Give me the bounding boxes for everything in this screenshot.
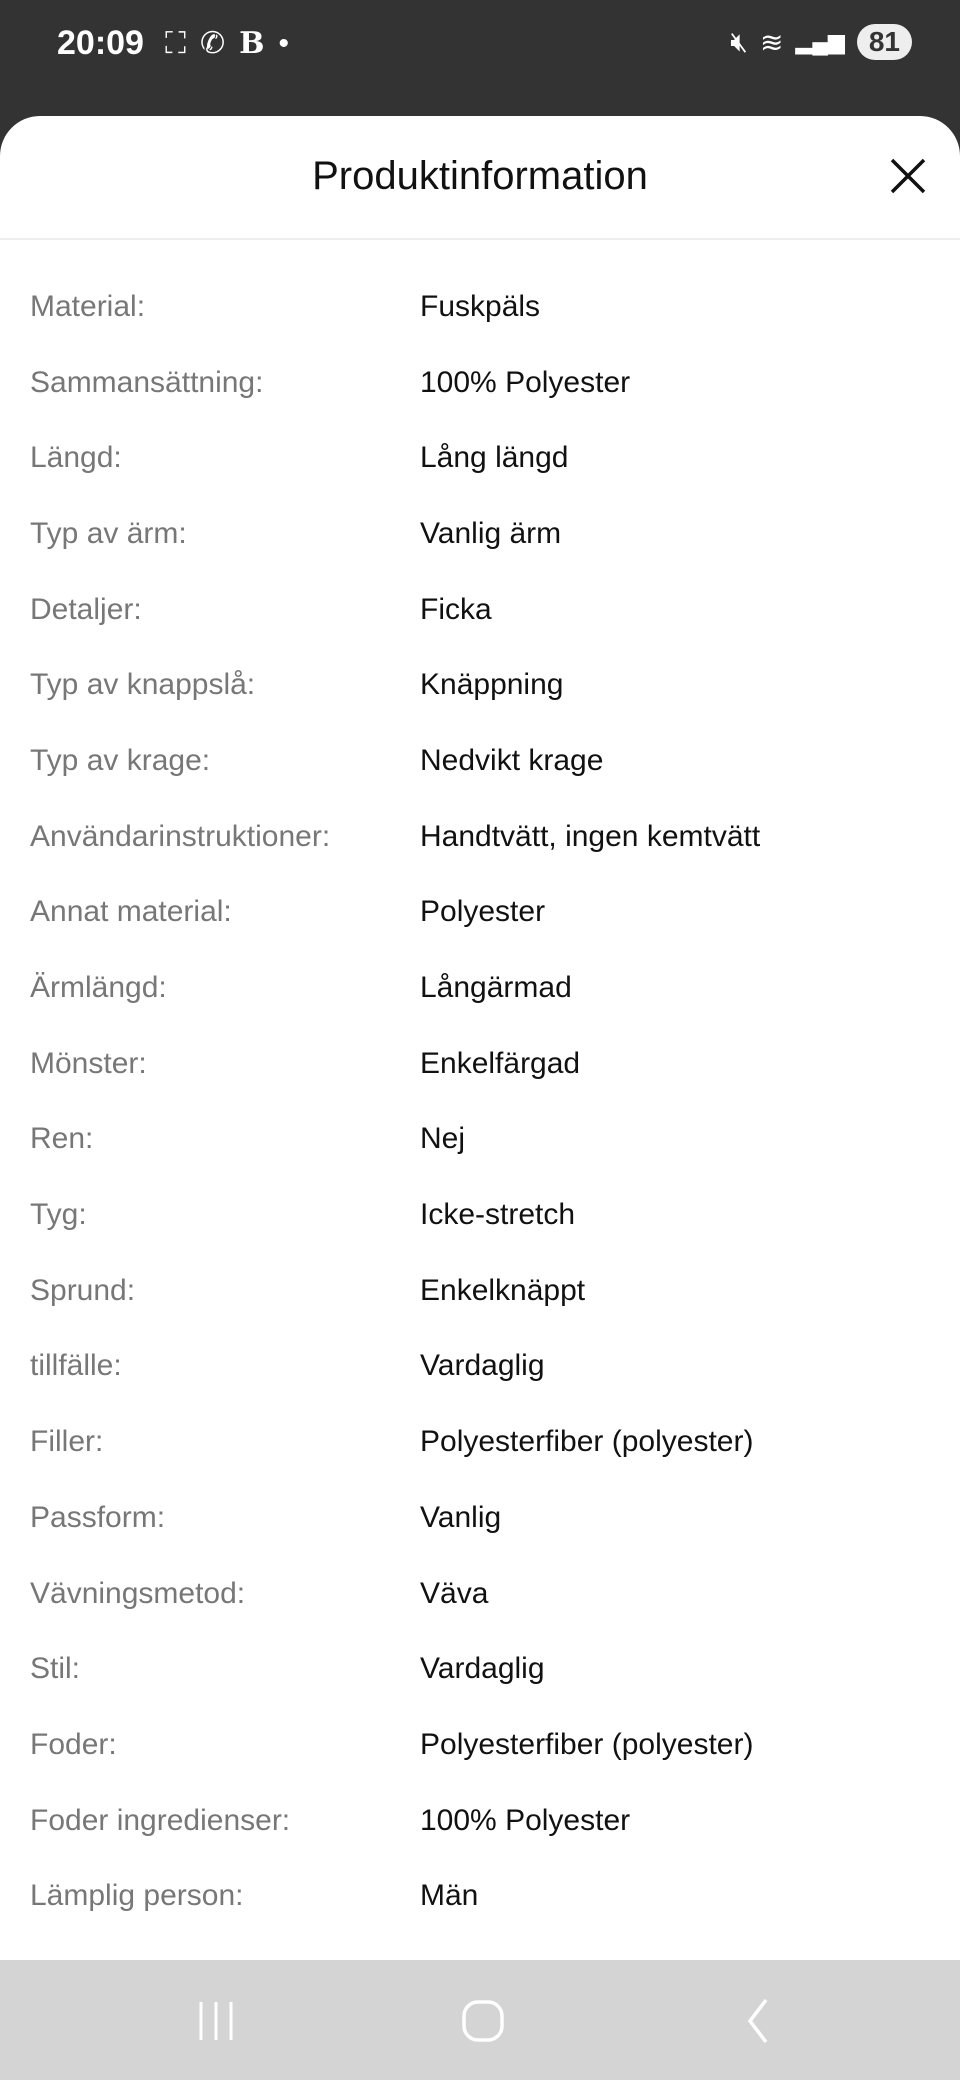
attribute-row [0, 496, 960, 572]
attribute-row [0, 950, 960, 1026]
dot-icon: • [278, 26, 290, 60]
attribute-label: Sammansättning: [30, 365, 264, 399]
attribute-row [0, 269, 960, 345]
attribute-label: tillfälle: [30, 1349, 122, 1383]
attribute-label: Detaljer: [30, 592, 142, 626]
attribute-label: Lämplig person: [30, 1879, 244, 1913]
attribute-label: Vävningsmetod: [30, 1576, 246, 1610]
attribute-value: Lång längd [420, 441, 569, 475]
attribute-value: Vanlig ärm [420, 516, 562, 550]
attribute-value: Ficka [420, 592, 492, 626]
attribute-label: Filler: [30, 1425, 104, 1459]
attribute-value: Vanlig [420, 1500, 502, 1534]
whatsapp-icon: ✆ [200, 27, 226, 60]
b-app-icon: B [239, 26, 265, 61]
attribute-label: Ren: [30, 1122, 94, 1156]
attribute-row [0, 875, 960, 951]
mute-icon: 🔇︎ [730, 25, 748, 57]
wifi-icon: ≋ [759, 26, 784, 58]
sheet-title: Produktinformation [312, 154, 648, 198]
attribute-row [0, 1631, 960, 1707]
attribute-row [0, 1404, 960, 1480]
product-info-sheet [0, 116, 960, 1960]
attribute-row [0, 572, 960, 648]
attribute-row [0, 1783, 960, 1859]
attribute-value: Polyesterfiber (polyester) [420, 1727, 754, 1761]
attribute-value: 100% Polyester [420, 1803, 631, 1837]
clock: 20:09 [57, 24, 144, 62]
attribute-row [0, 1707, 960, 1783]
attribute-row [0, 345, 960, 421]
attribute-value: Knäppning [420, 668, 564, 702]
attribute-row [0, 420, 960, 496]
attribute-row [0, 1026, 960, 1102]
attribute-label: Ärmlängd: [30, 971, 167, 1005]
attribute-value: Män [420, 1879, 479, 1913]
attribute-row [0, 799, 960, 875]
battery-indicator: 81 [857, 24, 912, 60]
attribute-row [0, 1480, 960, 1556]
attribute-label: Tyg: [30, 1198, 87, 1232]
attribute-label: Foder: [30, 1727, 117, 1761]
attribute-row [0, 1102, 960, 1178]
attribute-label: Typ av krage: [30, 743, 211, 777]
attribute-label: Stil: [30, 1652, 81, 1686]
attribute-value: Polyester [420, 895, 546, 929]
attribute-value: Väva [420, 1576, 489, 1610]
attribute-list [0, 240, 960, 1934]
attribute-value: Handtvätt, ingen kemtvätt [420, 819, 761, 853]
sheet-header [0, 116, 960, 240]
attribute-label: Sprund: [30, 1273, 136, 1307]
attribute-label: Mönster: [30, 1046, 147, 1080]
signal-icon: ▂▄▆ [795, 29, 845, 54]
attribute-value: Polyesterfiber (polyester) [420, 1425, 754, 1459]
attribute-label: Typ av ärm: [30, 516, 187, 550]
close-icon[interactable] [886, 154, 930, 198]
attribute-row [0, 1177, 960, 1253]
attribute-row [0, 1858, 960, 1934]
attribute-row [0, 647, 960, 723]
attribute-value: 100% Polyester [420, 365, 631, 399]
attribute-label: Foder ingredienser: [30, 1803, 291, 1837]
attribute-row [0, 1253, 960, 1329]
attribute-row [0, 1329, 960, 1405]
attribute-label: Användarinstruktioner: [30, 819, 331, 853]
attribute-value: Vardaglig [420, 1349, 545, 1383]
back-icon[interactable] [736, 1998, 782, 2044]
attribute-value: Enkelknäppt [420, 1273, 586, 1307]
attribute-value: Nej [420, 1122, 466, 1156]
attribute-value: Långärmad [420, 971, 572, 1005]
attribute-value: Enkelfärgad [420, 1046, 581, 1080]
attribute-label: Längd: [30, 441, 122, 475]
attribute-value: Fuskpäls [420, 289, 541, 323]
attribute-label: Annat material: [30, 895, 232, 929]
attribute-value: Nedvikt krage [420, 743, 604, 777]
recent-apps-icon[interactable] [193, 1998, 239, 2044]
attribute-value: Vardaglig [420, 1652, 545, 1686]
attribute-value: Icke-stretch [420, 1198, 576, 1232]
navigation-bar [0, 1960, 960, 2080]
attribute-row [0, 1556, 960, 1632]
attribute-label: Material: [30, 289, 146, 323]
home-icon[interactable] [460, 1998, 506, 2044]
screenshot-icon: ⛶ [165, 26, 186, 60]
attribute-label: Typ av knappslå: [30, 668, 256, 702]
attribute-row [0, 723, 960, 799]
status-bar [0, 0, 960, 116]
attribute-label: Passform: [30, 1500, 166, 1534]
